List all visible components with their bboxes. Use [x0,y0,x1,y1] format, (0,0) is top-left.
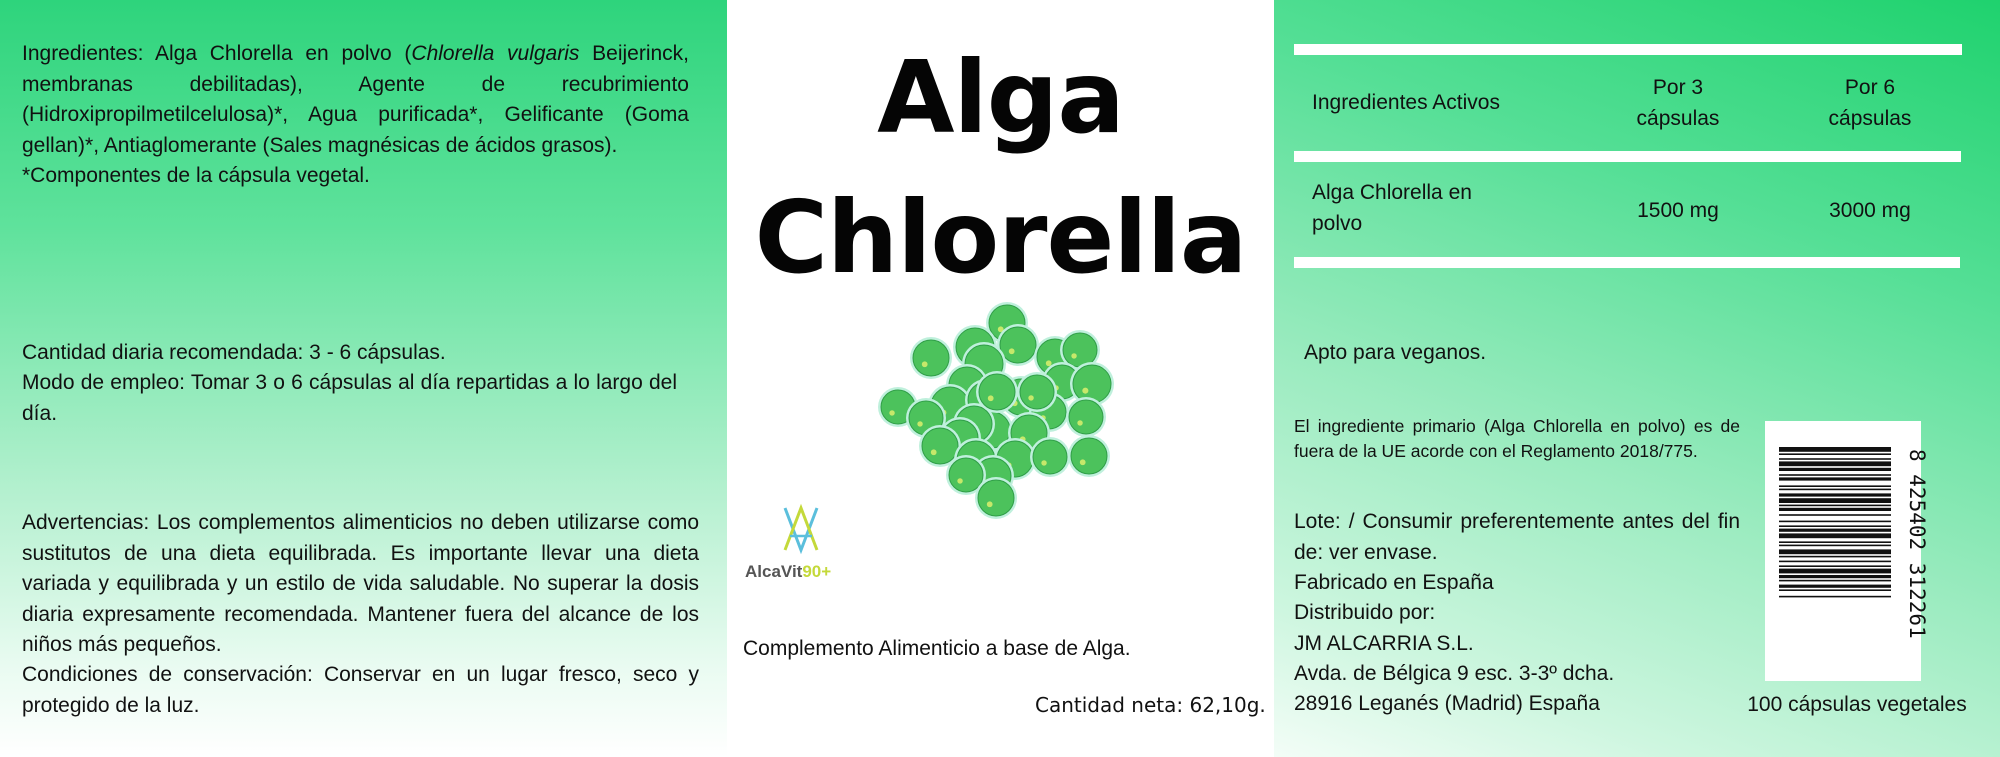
warnings-text: Advertencias: Los complementos alimenticios no deben utilizarse como sustitutos de una dieta equilibrada. Es importante llevar una dieta variada y equilibrada y un estilo de vida saludable. No superar la dosis diaria expresamente recomendada. Mantener fuera del alcance de los niños más pequeños. [22,511,699,656]
origin-text: El ingrediente primario (Alga Chlorella en polvo) es de fuera de la UE acorde con el Reglamento 2018/775. [1294,416,1740,461]
barcode [1765,421,1929,681]
capsules-count: 100 cápsulas vegetales [1747,693,1967,716]
vegan-label: Apto para veganos. [1304,341,1487,364]
address-line-1: Avda. de Bélgica 9 esc. 3-3º dcha. [1294,662,1615,685]
table-cell-6-capsules: 3000 mg [1829,199,1911,222]
distributor-label: Distribuido por: [1294,601,1436,624]
table-header-6-capsules: Por 6 cápsulas [1828,76,1912,130]
algae-cells-illustration [867,300,1137,510]
table-cell-ingredient: Alga Chlorella en polvo [1312,181,1472,235]
table-header-3-capsules: Por 3 cápsulas [1636,76,1720,130]
barcode-number: 8 425402 312261 [1905,449,1929,639]
logo-suffix: 90+ [802,562,832,581]
product-title [727,28,1274,308]
table-rule-bottom [1294,257,1960,268]
supplement-description: Complemento Alimenticio a base de Alga. [743,637,1131,660]
table-rule-middle [1294,151,1961,162]
table-header-ingredients: Ingredientes Activos [1312,91,1500,114]
center-panel [727,0,1274,757]
table-cell-3-capsules: 1500 mg [1637,199,1719,222]
ingredients-rest: Beijerinck, membranas debilitadas), Agente de recubrimiento (Hidroxipropilmetilcelulosa)*, Agua purificada*, Gelificante (Goma gellan)*, Antiaglomerante (Sales magnésicas de ácidos grasos). [22,42,690,157]
dosage-usage: Modo de empleo: Tomar 3 o 6 cápsulas al día repartidas a lo largo del día. [22,371,677,425]
logo-text: AlcaVit [745,562,803,581]
left-panel [0,0,727,757]
algae-cells-icon [878,302,1114,519]
storage-text: Condiciones de conservación: Conservar en un lugar fresco, seco y protegido de la luz. [22,663,699,717]
ingredients-note: *Componentes de la cápsula vegetal. [22,164,370,187]
logo-wordmark [745,562,831,582]
made-in-text: Fabricado en España [1294,571,1494,594]
ingredients-prefix: Ingredientes: Alga Chlorella en polvo ( [22,42,412,65]
company-name: JM ALCARRIA S.L. [1294,632,1474,655]
lot-text: Lote: / Consumir preferentemente antes del fin de: ver envase. [1294,510,1740,564]
ingredients-species: Chlorella vulgaris [411,42,580,65]
title-line-2: Chlorella [754,179,1247,296]
title-line-1: Alga [877,39,1124,156]
table-rule-top [1294,44,1962,55]
address-line-2: 28916 Leganés (Madrid) España [1294,692,1600,715]
ingredients-text [22,39,689,161]
barcode-icon [1765,421,1929,681]
net-quantity: Cantidad neta: 62,10g. [1035,693,1266,717]
dosage-daily: Cantidad diaria recomendada: 3 - 6 cápsulas. [22,341,446,364]
right-panel [1274,0,2000,757]
